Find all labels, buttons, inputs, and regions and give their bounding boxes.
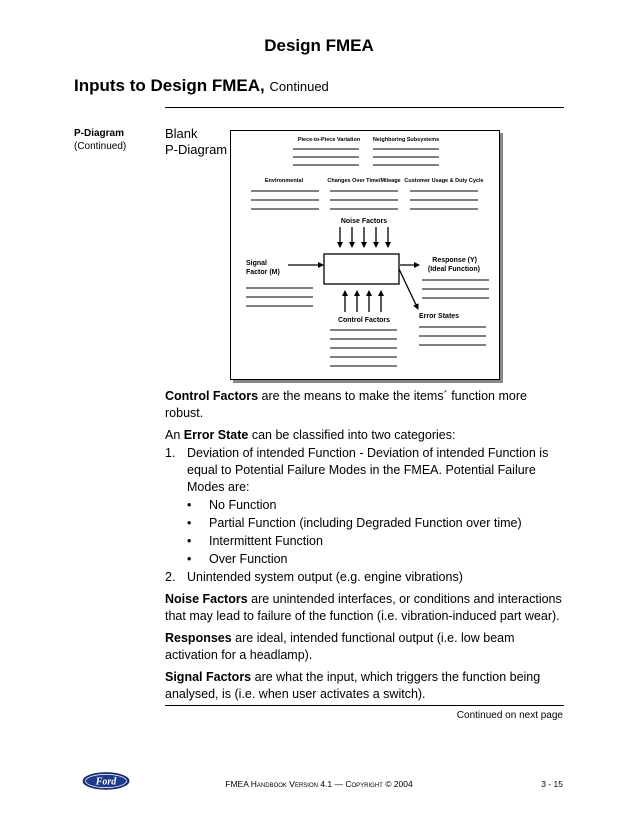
label-control-factors: Control Factors bbox=[337, 317, 391, 324]
p-diagram-svg bbox=[231, 131, 499, 379]
def-signal-factors: are what the input, which triggers the function being analysed, is (i.e. when user activates a switch). bbox=[165, 670, 541, 701]
label-noise-factors: Noise Factors bbox=[340, 218, 388, 225]
blank-lines-response bbox=[422, 280, 489, 298]
system-box bbox=[324, 254, 399, 284]
error-arrow bbox=[399, 269, 418, 309]
p-diagram-figure bbox=[230, 130, 500, 380]
term-signal-factors: Signal Factors bbox=[165, 670, 252, 684]
continued-note: Continued on next page bbox=[456, 710, 563, 721]
control-factors-paragraph bbox=[165, 388, 565, 422]
signal-factors-paragraph bbox=[165, 669, 565, 703]
section-title-text: Inputs to Design FMEA, bbox=[74, 76, 265, 95]
bullet-text: Partial Function (including Degraded Function over time) bbox=[209, 516, 522, 530]
term-control-factors: Control Factors bbox=[165, 389, 259, 403]
def-control-factors: are the means to make the items´ function more robust. bbox=[165, 389, 527, 420]
bullet-item bbox=[187, 551, 565, 568]
figure-caption-line2: P-Diagram bbox=[165, 142, 228, 157]
bullet-symbol: • bbox=[187, 552, 192, 566]
blank-lines-error bbox=[419, 327, 486, 345]
bullet-item bbox=[187, 515, 565, 532]
label-neighboring-subsystems: Neighboring Subsystems bbox=[372, 137, 440, 143]
term-responses: Responses bbox=[165, 631, 232, 645]
label-error-states: Error States bbox=[419, 313, 460, 320]
bullet-text: Over Function bbox=[209, 552, 288, 566]
bullet-symbol: • bbox=[187, 498, 192, 512]
bullet-symbol: • bbox=[187, 534, 192, 548]
footer-text-5: © 2004 bbox=[382, 779, 413, 789]
blank-lines-control bbox=[330, 330, 397, 366]
body-text bbox=[165, 388, 565, 708]
item-2-number: 2. bbox=[165, 570, 176, 584]
blank-lines-middle bbox=[251, 191, 478, 209]
item-2-text: Unintended system output (e.g. engine vibrations) bbox=[187, 570, 463, 584]
sidebar-label bbox=[74, 127, 126, 153]
label-customer-usage: Customer Usage & Duty Cycle bbox=[404, 178, 484, 184]
term-error-state: Error State bbox=[183, 428, 249, 442]
label-response: Response (Y) bbox=[432, 257, 477, 264]
label-signal: Signal bbox=[246, 260, 268, 267]
label-environmental: Environmental bbox=[264, 178, 304, 184]
bullet-item bbox=[187, 533, 565, 550]
bottom-rule bbox=[165, 705, 564, 706]
item-1-text: Deviation of intended Function - Deviation of intended Function is equal to Potential Failure Modes in the FMEA. Potential Failure Modes are: bbox=[187, 446, 549, 494]
page-number: 3 - 15 bbox=[541, 779, 563, 789]
sidebar-label-continued: (Continued) bbox=[74, 141, 127, 152]
control-arrows bbox=[345, 291, 381, 312]
sidebar-label-title: P-Diagram bbox=[74, 128, 125, 139]
bullet-text: Intermittent Function bbox=[209, 534, 323, 548]
def-responses: are ideal, intended functional output (i.e. low beam activation for a headlamp). bbox=[165, 631, 515, 662]
item-1-number: 1. bbox=[165, 446, 176, 460]
error-intro-pre: An bbox=[165, 428, 184, 442]
footer-text-2: Handbook Version bbox=[250, 779, 318, 789]
error-intro-post: can be classified into two categories: bbox=[248, 428, 456, 442]
footer-text-1: FMEA bbox=[225, 779, 251, 789]
bullet-symbol: • bbox=[187, 516, 192, 530]
bullet-text: No Function bbox=[209, 498, 277, 512]
figure-caption-line1: Blank bbox=[165, 126, 198, 141]
noise-factors-paragraph bbox=[165, 591, 565, 625]
numbered-item-2 bbox=[165, 569, 565, 586]
section-continued: Continued bbox=[269, 79, 329, 94]
label-signal-factor: Factor (M) bbox=[246, 269, 280, 276]
footer-text-3: 4.1 — bbox=[317, 779, 346, 789]
blank-lines-signal bbox=[246, 288, 313, 306]
figure-caption bbox=[165, 126, 227, 158]
def-noise-factors: are unintended interfaces, or conditions and interactions that may lead to failure of the function (i.e. vibration-induced part wear). bbox=[165, 592, 562, 623]
blank-lines-top bbox=[293, 149, 439, 165]
term-noise-factors: Noise Factors bbox=[165, 592, 248, 606]
label-piece-variation: Piece-to-Piece Variation bbox=[297, 137, 361, 143]
label-ideal-function: (Ideal Function) bbox=[427, 266, 480, 273]
label-changes-over-time: Changes Over Time/Mileage bbox=[327, 178, 401, 184]
section-rule bbox=[165, 107, 564, 108]
section-title bbox=[74, 76, 329, 96]
logo-wordmark: Ford bbox=[95, 776, 117, 788]
document-title: Design FMEA bbox=[264, 36, 374, 55]
numbered-item-1 bbox=[165, 445, 565, 496]
noise-arrows bbox=[340, 227, 388, 247]
bullet-item bbox=[187, 497, 565, 514]
responses-paragraph bbox=[165, 630, 565, 664]
footer-text-4: Copyright bbox=[345, 779, 383, 789]
error-state-paragraph bbox=[165, 427, 565, 444]
